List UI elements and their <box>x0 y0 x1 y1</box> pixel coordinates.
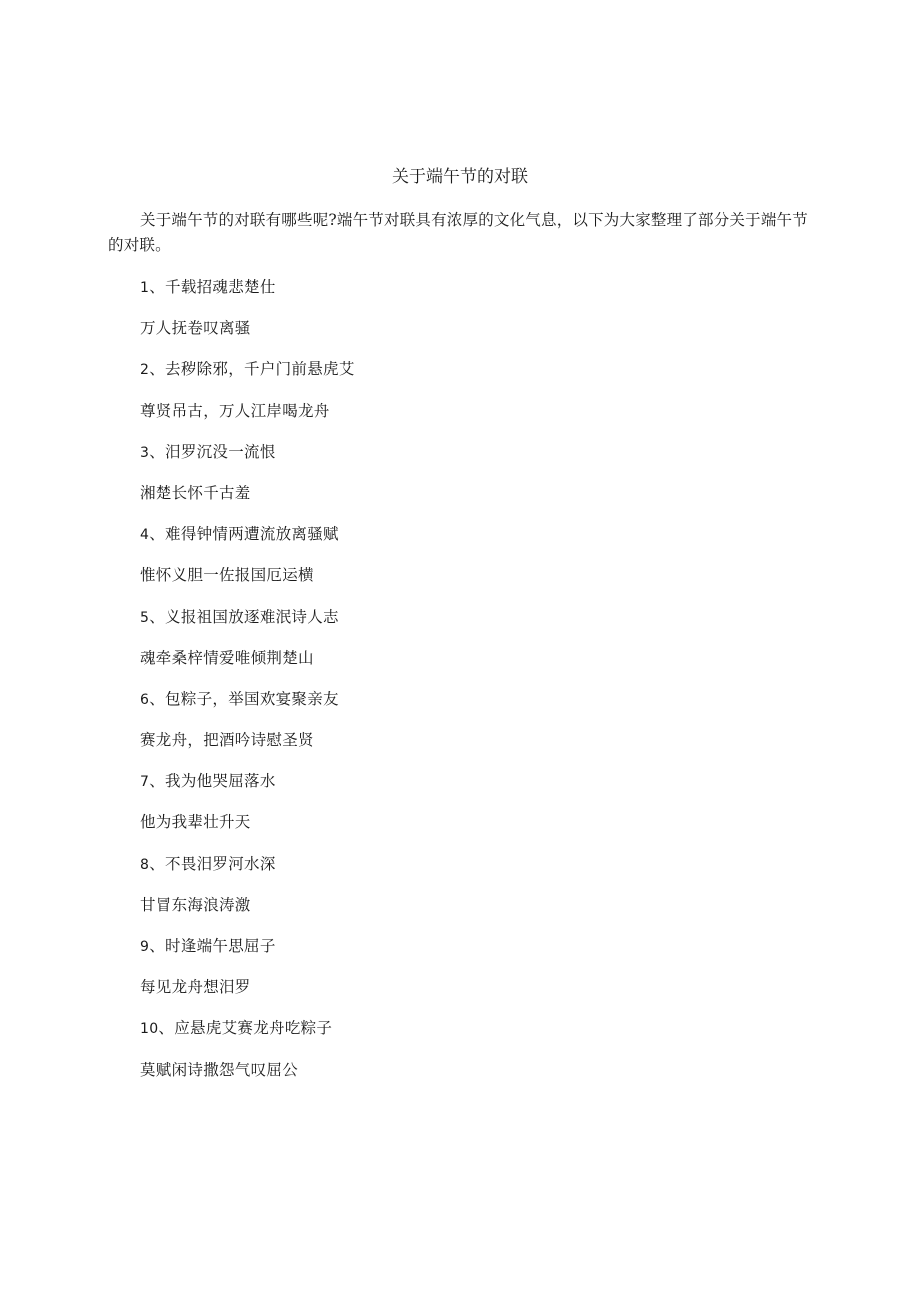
couplet-first-text: 我为他哭屈落水 <box>165 772 276 791</box>
couplet-first-text: 不畏汨罗河水深 <box>165 854 276 873</box>
couplet-number: 10 <box>140 1021 159 1038</box>
couplet-first-line <box>140 853 800 894</box>
couplet-first-line <box>140 441 800 482</box>
couplet-first-text: 包粽子，举国欢宴聚亲友 <box>165 689 339 708</box>
couplet-separator: 、 <box>149 278 166 296</box>
couplet-separator: 、 <box>158 1019 175 1038</box>
couplet-first-text: 汨罗沉没一流恨 <box>165 442 276 461</box>
couplet-first-line <box>140 523 800 564</box>
couplet-separator: 、 <box>149 689 166 708</box>
couplet-separator: 、 <box>149 607 166 626</box>
couplet-first-text: 时逢端午思屈子 <box>165 937 276 955</box>
couplet-number: 2 <box>140 362 150 379</box>
couplet-first-text: 应悬虎艾赛龙舟吃粽子 <box>174 1019 333 1038</box>
couplet-first-text: 去秽除邪，千户门前悬虎艾 <box>165 360 355 379</box>
document-title: 关于端午节的对联 <box>392 167 528 187</box>
couplet-number: 8 <box>140 856 150 873</box>
couplet-first-text: 义报祖国放逐难泯诗人志 <box>165 607 339 626</box>
couplet-first-line <box>140 770 800 811</box>
couplet-first-line <box>140 276 800 317</box>
couplet-second-line: 赛龙舟，把酒吟诗慰圣贤 <box>140 731 314 750</box>
couplet-first-line <box>140 688 800 729</box>
couplet-number: 5 <box>140 609 150 626</box>
couplet-first-line <box>140 935 800 976</box>
couplet-list <box>140 276 800 1100</box>
couplet-second-line: 每见龙舟想汨罗 <box>140 978 251 997</box>
couplet-number: 3 <box>140 444 150 461</box>
couplet-second-line: 他为我辈壮升天 <box>140 813 251 832</box>
couplet-separator: 、 <box>149 525 166 544</box>
couplet-number: 6 <box>140 691 150 708</box>
couplet-first-text: 难得钟情两遭流放离骚赋 <box>165 525 339 544</box>
couplet-separator: 、 <box>149 360 166 379</box>
couplet-number: 9 <box>140 939 150 955</box>
couplet-number: 1 <box>140 280 150 296</box>
couplet-separator: 、 <box>149 772 166 791</box>
couplet-first-text: 千载招魂悲楚仕 <box>165 278 276 296</box>
couplet-second-line: 莫赋闲诗撒怨气叹屈公 <box>140 1060 299 1079</box>
couplet-separator: 、 <box>149 854 166 873</box>
couplet-second-line: 尊贤吊古，万人江岸喝龙舟 <box>140 401 330 420</box>
couplet-first-line <box>140 1017 800 1058</box>
couplet-second-line: 万人抚卷叹离骚 <box>140 319 251 338</box>
couplet-second-line: 魂牵桑梓情爱唯倾荆楚山 <box>140 648 314 667</box>
intro-paragraph: 关于端午节的对联有哪些呢?端午节对联具有浓厚的文化气息，以下为大家整理了部分关于端午节的对联。 <box>108 211 808 254</box>
couplet-first-line <box>140 606 800 647</box>
couplet-second-line: 甘冒东海浪涛激 <box>140 895 251 914</box>
couplet-separator: 、 <box>149 937 166 955</box>
couplet-number: 4 <box>140 527 150 544</box>
couplet-first-line <box>140 358 800 399</box>
couplet-number: 7 <box>140 774 150 791</box>
couplet-second-line: 惟怀义胆一佐报国厄运横 <box>140 566 314 585</box>
couplet-separator: 、 <box>149 442 166 461</box>
couplet-second-line: 湘楚长怀千古羞 <box>140 483 251 502</box>
